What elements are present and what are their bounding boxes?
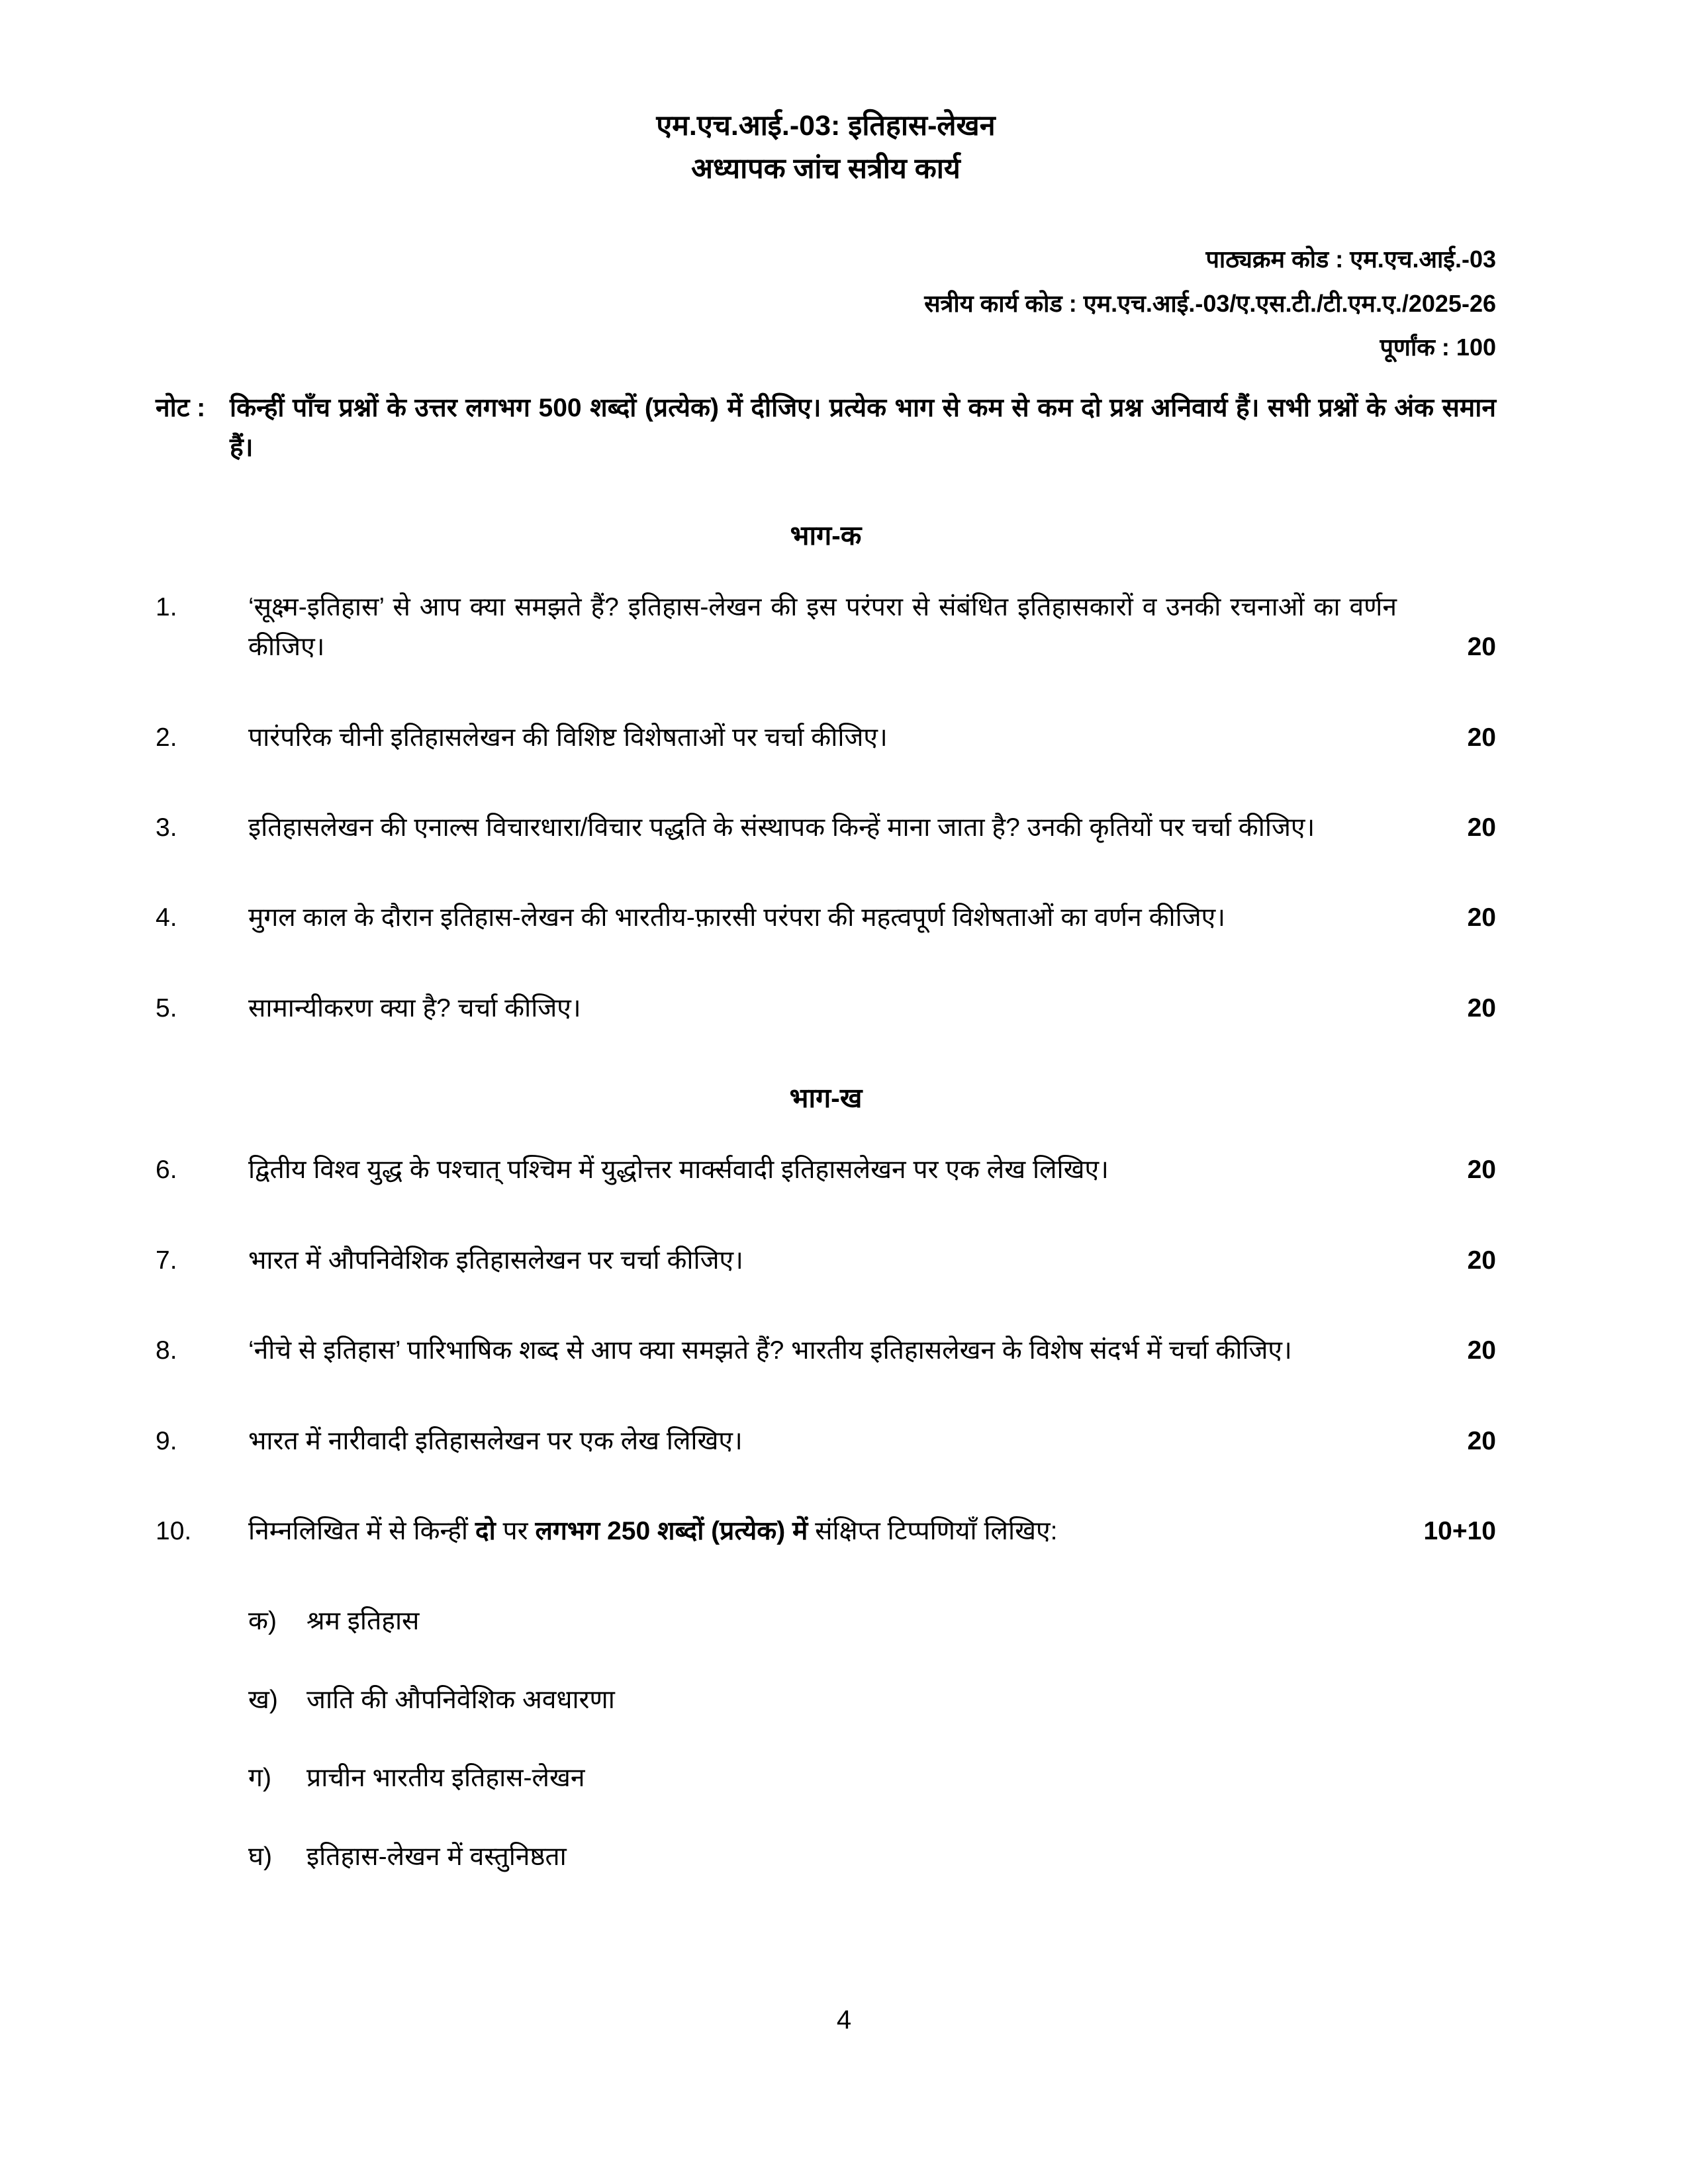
page-number: 4: [836, 2005, 852, 2034]
question-number: 10.: [156, 1517, 192, 1546]
section-b-heading: भाग-ख: [789, 1083, 863, 1114]
question-number: 7.: [156, 1246, 177, 1275]
question-text-bold-segment: दो: [475, 1517, 496, 1546]
question-text: ‘सूक्ष्म-इतिहास’ से आप क्या समझते हैं? इतिहास-लेखन की इस परंपरा से संबंधित इतिहासकारों व उनकी रचनाओं का वर्णन कीजिए।: [248, 592, 1397, 662]
question-marks: 20: [1467, 1426, 1496, 1455]
question-text: इतिहासलेखन की एनाल्स विचारधारा/विचार पद्धति के संस्थापक किन्हें माना जाता है? उनकी कृतियों पर चर्चा कीजिए।: [248, 813, 1315, 842]
subitem-label: घ): [248, 1842, 273, 1871]
question-text-segment: संक्षिप्त टिप्पणियाँ लिखिए:: [808, 1517, 1058, 1546]
subitem-ga: [248, 1758, 1496, 1798]
question-number: 5.: [156, 993, 177, 1023]
subitem-label: ख): [248, 1685, 278, 1714]
question-number: 6.: [156, 1156, 177, 1185]
question-number: 3.: [156, 813, 177, 842]
assignment-code-line: सत्रीय कार्य कोड : एम.एच.आई.-03/ए.एस.टी./टी.एम.ए./2025-26: [924, 289, 1496, 317]
question-number: 2.: [156, 723, 177, 752]
question-text-segment: निम्नलिखित में से किन्हीं: [248, 1517, 475, 1546]
note-text: किन्हीं पाँच प्रश्नों के उत्तर लगभग 500 शब्दों (प्रत्येक) में दीजिए। प्रत्येक भाग से कम से कम दो प्रश्न अनिवार्य हैं। सभी प्रश्नों के अंक समान हैं।: [230, 393, 1496, 463]
subitem-text: प्राचीन भारतीय इतिहास-लेखन: [306, 1764, 585, 1793]
subitem-text: इतिहास-लेखन में वस्तुनिष्ठता: [306, 1842, 567, 1871]
question-marks: 10+10: [1423, 1517, 1496, 1546]
subitem-gha: [248, 1837, 1496, 1877]
note-label: नोट :: [156, 393, 206, 422]
question-row-1: [156, 588, 1496, 668]
question-text: भारत में औपनिवेशिक इतिहासलेखन पर चर्चा कीजिए।: [248, 1246, 743, 1275]
question-text: द्वितीय विश्व युद्ध के पश्चात् पश्चिम में युद्धोत्तर मार्क्सवादी इतिहासलेखन पर एक लेख लिखिए।: [248, 1156, 1109, 1185]
question-marks: 20: [1467, 1336, 1496, 1365]
note-block: [156, 388, 1496, 469]
question-number: 8.: [156, 1336, 177, 1365]
question-marks: 20: [1467, 993, 1496, 1023]
question-number: 1.: [156, 592, 177, 621]
question-marks: 20: [1467, 1246, 1496, 1275]
question-text: [248, 1512, 1397, 1551]
question-marks: 20: [1467, 723, 1496, 752]
subitem-kha: [248, 1680, 1496, 1720]
max-marks-line: पूर्णांक : 100: [1380, 334, 1496, 361]
section-a-heading: भाग-क: [790, 520, 862, 551]
question-row-3: [156, 808, 1496, 848]
question-text: ‘नीचे से इतिहास’ पारिभाषिक शब्द से आप क्या समझते हैं? भारतीय इतिहासलेखन के विशेष संदर्भ में चर्चा कीजिए।: [248, 1336, 1292, 1365]
question-text-bold-segment: लगभग 250 शब्दों (प्रत्येक) में: [535, 1517, 808, 1546]
question-marks: 20: [1467, 633, 1496, 662]
question-text: पारंपरिक चीनी इतिहासलेखन की विशिष्ट विशेषताओं पर चर्चा कीजिए।: [248, 723, 888, 752]
title-block: [156, 105, 1496, 190]
question-marks: 20: [1467, 813, 1496, 842]
question-row-7: [156, 1241, 1496, 1281]
subitem-label: ग): [248, 1764, 271, 1793]
question-row-8: [156, 1331, 1496, 1371]
question-row-2: [156, 718, 1496, 758]
question-text: भारत में नारीवादी इतिहासलेखन पर एक लेख लिखिए।: [248, 1426, 743, 1455]
question-text: मुगल काल के दौरान इतिहास-लेखन की भारतीय-फ़ारसी परंपरा की महत्वपूर्ण विशेषताओं का वर्णन कीजिए।: [248, 903, 1226, 933]
subitem-label: क): [248, 1607, 277, 1636]
question-row-4: [156, 898, 1496, 938]
question-marks: 20: [1467, 1156, 1496, 1185]
subitem-text: श्रम इतिहास: [306, 1607, 420, 1636]
subitem-text: जाति की औपनिवेशिक अवधारणा: [306, 1685, 615, 1714]
question-number: 9.: [156, 1426, 177, 1455]
assignment-type-title: अध्यापक जांच सत्रीय कार्य: [691, 152, 961, 185]
course-code-line: पाठ्यक्रम कोड : एम.एच.आई.-03: [1205, 246, 1496, 273]
question-row-5: [156, 989, 1496, 1028]
subitem-ka: [248, 1602, 1496, 1641]
question-row-9: [156, 1422, 1496, 1461]
question-text-segment: पर: [495, 1517, 536, 1546]
question-row-6: [156, 1150, 1496, 1190]
question-marks: 20: [1467, 903, 1496, 933]
question-text: सामान्यीकरण क्या है? चर्चा कीजिए।: [248, 993, 581, 1023]
course-title: एम.एच.आई.-03: इतिहास-लेखन: [656, 110, 996, 142]
codes-block: [156, 238, 1496, 370]
question-row-10: [156, 1512, 1496, 1551]
question-number: 4.: [156, 903, 177, 933]
